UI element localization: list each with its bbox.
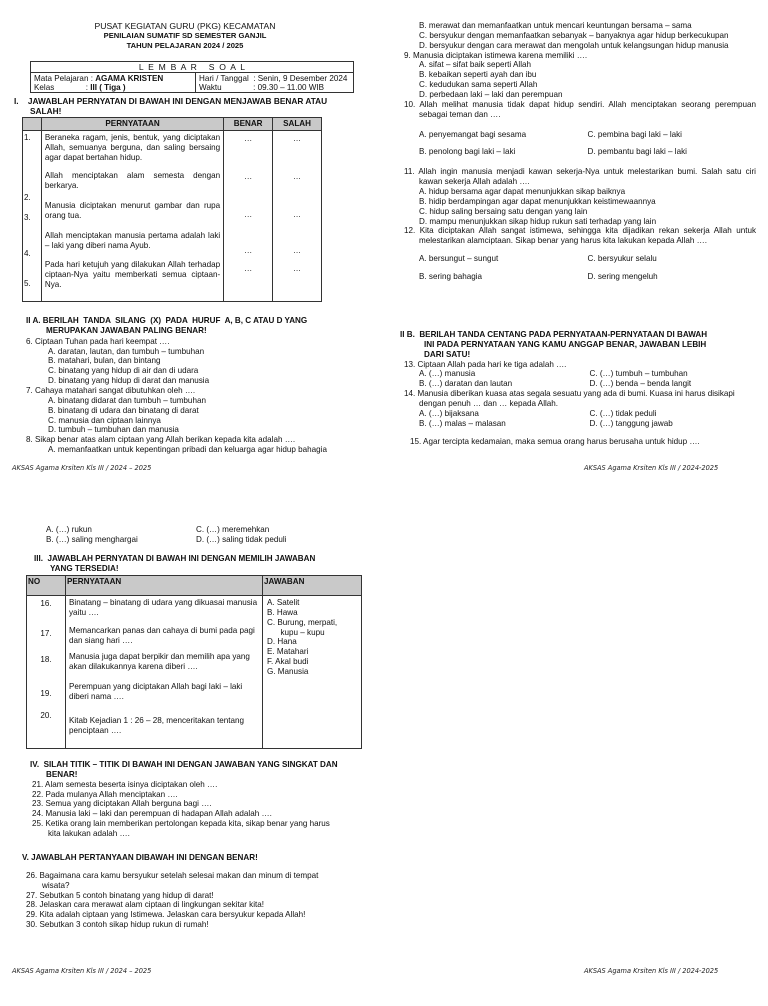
question-30: 30. Sebutkan 3 contoh sikap hidup rukun di rumah! xyxy=(26,920,209,930)
section2a-title-line2: MERUPAKAN JAWABAN PALING BENAR! xyxy=(46,325,207,335)
statement-text: Binatang – binatang di udara yang dikuasai manusia yaitu …. xyxy=(69,598,258,617)
footer-left-p1: AKSAS Agama Krsiten Kls III / 2024 – 2025 xyxy=(12,464,152,472)
answer-blank[interactable]: … xyxy=(244,133,253,143)
question-8: 8. Sikap benar atas alam ciptaan yang Allah berikan kepada kita adalah …. xyxy=(26,435,296,445)
question-9: 9. Manusia diciptakan istimewa karena memiliki …. xyxy=(404,50,588,60)
class-label: Kelas : xyxy=(34,83,88,92)
section3-title xyxy=(34,554,394,574)
class-value: III ( Tiga ) xyxy=(90,83,126,92)
table-body xyxy=(27,596,362,749)
option[interactable]: C. bersyukur selalu xyxy=(587,254,657,264)
question-24: 24. Manusia laki – laki dan perempuan di hadapan Allah adalah …. xyxy=(32,809,272,819)
answer-choice: kupu – kupu xyxy=(267,627,325,637)
answer-header: JAWABAN xyxy=(263,576,362,596)
section5-title: V. JAWABLAH PERTANYAAN DIBAWAH INI DENGAN BENAR! xyxy=(22,853,258,862)
right-column xyxy=(404,21,756,282)
option[interactable]: A. hidup bersama agar dapat menunjukkan sikap baiknya xyxy=(419,187,626,197)
question-29: 29. Kita adalah ciptaan yang Istimewa. Jelaskan cara bersyukur kepada Allah! xyxy=(26,910,306,920)
section2a-left xyxy=(26,316,366,455)
answer-blank[interactable]: … xyxy=(292,245,302,255)
row-number: 16. xyxy=(40,599,52,608)
row-number: 1. xyxy=(24,132,31,142)
section3-title-line2: YANG TERSEDIA! xyxy=(50,563,119,573)
section4 xyxy=(30,760,380,839)
question-7: 7. Cahaya matahari sangat dibutuhkan oleh …. xyxy=(26,386,196,396)
answer-blank[interactable]: … xyxy=(292,171,302,181)
question-15: 15. Agar tercipta kedamaian, maka semua orang harus berusaha untuk hidup …. xyxy=(410,436,700,446)
footer-right-p2: AKSAS Agama Krsiten Kls III / 2024-2025 xyxy=(584,967,719,975)
option[interactable]: C. hidup saling bersaing satu dengan yang lain xyxy=(419,206,588,216)
subject-label: Mata Pelajaran : xyxy=(34,74,93,83)
row-number: 19. xyxy=(40,689,52,698)
option[interactable]: B. kebaikan seperti ayah dan ibu xyxy=(419,70,537,80)
question-6: 6. Ciptaan Tuhan pada hari keempat …. xyxy=(26,336,170,346)
matching-table xyxy=(26,575,362,749)
identity-divider xyxy=(195,73,196,92)
question-25-cont: kita lakukan adalah …. xyxy=(48,829,130,839)
answer-blank[interactable]: … xyxy=(244,245,253,255)
option[interactable]: D. perbedaan laki – laki dan perempuan xyxy=(419,90,563,100)
numbers-cell xyxy=(27,596,66,749)
section2a-title-line1: II A. BERILAH TANDA SILANG (X) PADA HURUF A, B, C ATAU D YANG xyxy=(26,316,308,325)
date-row: Hari / Tanggal : Senin, 9 Desember 2024 xyxy=(199,74,348,83)
statement-text: Allah menciptakan manusia pertama adalah laki – laki yang diberi nama Ayub. xyxy=(44,230,221,250)
true-cell[interactable] xyxy=(224,130,273,301)
section2b xyxy=(400,330,760,446)
option[interactable]: B. penolong bagi laki – laki xyxy=(419,147,516,157)
answer-choice: F. Akal budi xyxy=(267,657,309,667)
section5 xyxy=(22,853,372,930)
checkbox-option[interactable]: D. (…) saling tidak peduli xyxy=(196,534,287,544)
checkbox-option[interactable]: A. (…) manusia xyxy=(419,369,476,379)
no-header: NO xyxy=(27,576,66,596)
time-row: Waktu : 09.30 – 11.00 WIB xyxy=(199,83,325,92)
statement-text: Pada hari ketujuh yang dilakukan Allah terhadap ciptaan-Nya yaitu memberkati semua ciptaan-Nya. xyxy=(44,259,221,289)
answer-blank[interactable]: … xyxy=(292,133,302,143)
option[interactable]: A. daratan, lautan, dan tumbuh – tumbuhan xyxy=(48,346,205,356)
answer-choice: B. Hawa xyxy=(267,607,298,617)
statement-header: PERNYATAAN xyxy=(41,118,223,131)
row-number: 17. xyxy=(40,629,52,638)
option[interactable]: B. binatang di udara dan binatang di darat xyxy=(48,405,199,415)
option[interactable]: D. tumbuh – tumbuhan dan manusia xyxy=(48,425,179,435)
question-25: 25. Ketika orang lain memberikan pertolongan kepada kita, sikap benar yang harus xyxy=(32,819,330,829)
checkbox-option[interactable]: C. (…) tumbuh – tumbuhan xyxy=(589,369,688,379)
option[interactable]: A. sifat – sifat baik seperti Allah xyxy=(419,60,532,70)
footer-left-p2: AKSAS Agama Krsiten Kls III / 2024 – 2025 xyxy=(12,967,152,975)
option[interactable]: A. bersungut – sungut xyxy=(419,254,499,264)
section4-title-line2: BENAR! xyxy=(46,769,78,779)
checkbox-option[interactable]: B. (…) saling menghargai xyxy=(46,534,138,544)
checkbox-option[interactable]: D. (…) tanggung jawab xyxy=(589,418,673,428)
option[interactable]: D. pembantu bagi laki – laki xyxy=(587,147,687,157)
statement-text: Perempuan yang diciptakan Allah bagi laki – laki diberi nama …. xyxy=(69,682,243,701)
answers-cell xyxy=(263,596,362,749)
section2b-title-line3: DARI SATU! xyxy=(424,349,471,359)
section2b-title-line2: INI PADA PERNYATAAN YANG KAMU ANGGAP BENAR, JAWABAN LEBIH xyxy=(424,339,707,349)
header-line2: PENILAIAN SUMATIF SD SEMESTER GANJIL xyxy=(103,31,267,41)
option[interactable]: B. merawat dan memanfaatkan untuk mencari keuntungan bersama – sama xyxy=(419,21,692,30)
answer-choice: G. Manusia xyxy=(267,667,309,677)
section3-title-line1: III. JAWABLAH PERNYATAN DI BAWAH INI DENGAN MEMILIH JAWABAN xyxy=(34,554,316,563)
header-line3: TAHUN PELAJARAN 2024 / 2025 xyxy=(126,40,244,50)
statement-text: Allah menciptakan alam semesta dengan berkarya. xyxy=(44,170,221,190)
statements-cell xyxy=(66,596,263,749)
option[interactable]: B. matahari, bulan, dan bintang xyxy=(48,356,161,366)
question-12: 12. Kita diciptakan Allah sangat istimewa, sehingga kita dijadikan rekan sekerja Allah untuk melestarikan alamciptaan. Sikap benar yang harus kita lakukan kepada Allah …. xyxy=(404,226,756,246)
checkbox-option[interactable]: B. (…) daratan dan lautan xyxy=(419,379,513,389)
class-row xyxy=(34,83,126,93)
answer-choice: A. Satelit xyxy=(267,598,300,607)
row-number: 2. xyxy=(24,192,31,202)
exam-header xyxy=(20,21,350,50)
statement-header: PERNYATAAN xyxy=(66,576,263,596)
answer-blank[interactable]: … xyxy=(244,263,253,273)
question-14: 14. Manusia diberikan kuasa atas segala sesuatu yang ada di bumi. Kuasa ini harus disikapi dengan penuh … dan … kepada Allah. xyxy=(404,389,735,409)
statement-text: Manusia juga dapat berpikir dan memilih apa yang akan dilakukannya karena diberi …. xyxy=(69,652,250,671)
option[interactable]: D. bersyukur dengan cara merawat dan mengolah untuk kelangsungan hidup manusia xyxy=(419,40,729,50)
question-26-cont: wisata? xyxy=(42,880,70,890)
checkbox-option[interactable]: C. (…) meremehkan xyxy=(196,525,270,534)
checkbox-option[interactable]: D. (…) benda – benda langit xyxy=(589,379,692,389)
question-22: 22. Pada mulanya Allah menciptakan …. xyxy=(32,789,178,799)
true-header: BENAR xyxy=(224,118,273,131)
option[interactable]: D. sering mengeluh xyxy=(587,272,658,282)
option[interactable]: A. penyemangat bagi sesama xyxy=(419,129,527,139)
option[interactable]: C. manusia dan ciptaan lainnya xyxy=(48,415,161,425)
subject-value: AGAMA KRISTEN xyxy=(95,74,164,83)
numbers-cell xyxy=(23,130,42,301)
false-cell[interactable] xyxy=(273,130,322,301)
option[interactable]: B. hidip berdampingan agar dapat menunjukkan keistimewaannya xyxy=(419,196,656,206)
q15-options xyxy=(46,525,346,545)
footer-right-p1: AKSAS Agama Krsiten Kls III / 2024-2025 xyxy=(584,464,719,472)
section4-title-line1: IV. SILAH TITIK – TITIK DI BAWAH INI DENGAN JAWABAN YANG SINGKAT DAN xyxy=(30,760,338,769)
option[interactable]: C. kedudukan sama seperti Allah xyxy=(419,80,538,90)
answer-blank[interactable]: … xyxy=(244,209,253,219)
question-27: 27. Sebutkan 5 contoh binatang yang hidup di darat! xyxy=(26,890,214,900)
section1-title-line1: I. JAWABLAH PERNYATAN DI BAWAH INI DENGAN MENJAWAB BENAR ATAU xyxy=(14,96,328,106)
checkbox-option[interactable]: C. (…) tidak peduli xyxy=(589,408,657,418)
statement-text: Manusia diciptakan menurut gambar dan rupa orang tua. xyxy=(44,200,221,220)
true-false-table xyxy=(22,117,322,302)
answer-blank[interactable]: … xyxy=(292,263,302,273)
question-28: 28. Jelaskan cara merawat alam ciptaan di lingkungan sekitar kita! xyxy=(26,900,264,910)
checkbox-option[interactable]: A. (…) rukun xyxy=(46,525,92,534)
statements-cell xyxy=(41,130,223,301)
option[interactable]: C. pembina bagi laki – laki xyxy=(587,129,682,139)
false-header: SALAH xyxy=(273,118,322,131)
checkbox-option[interactable]: B. (…) malas – malasan xyxy=(419,418,506,428)
sheet-title: L E M B A R S O A L xyxy=(30,61,354,73)
question-21: 21. Alam semesta beserta isinya diciptakan oleh …. xyxy=(32,779,218,789)
section1-title-line2: SALAH! xyxy=(30,106,62,117)
answer-choice: E. Matahari xyxy=(267,647,309,657)
answer-choice: C. Burung, merpati, xyxy=(267,617,338,627)
no-header xyxy=(23,118,42,131)
header-line1: PUSAT KEGIATAN GURU (PKG) KECAMATAN xyxy=(94,21,276,31)
row-number: 4. xyxy=(24,248,31,258)
question-13: 13. Ciptaan Allah pada hari ke tiga adalah …. xyxy=(404,359,567,369)
row-number: 18. xyxy=(40,655,52,664)
option[interactable]: D. mampu menunjukkan sikap hidup rukun sati terhadap yang lain xyxy=(419,216,657,226)
question-10: 10. Allah melihat manusia tidak dapat hidup sendiri. Allah menciptakan seorang perempuan sebagai teman dan …. xyxy=(404,99,756,119)
answer-blank[interactable]: … xyxy=(292,209,302,219)
identity-box xyxy=(30,72,354,93)
answer-blank[interactable]: … xyxy=(244,171,253,181)
option[interactable]: B. sering bahagia xyxy=(419,272,482,282)
option[interactable]: A. binatang didarat dan tumbuh – tumbuhan xyxy=(48,395,206,405)
statement-text: Beraneka ragam, jenis, bentuk, yang diciptakan Allah, semuanya berguna, dan saling bersaing agar dapat bertahan hidup. xyxy=(44,132,221,162)
checkbox-option[interactable]: A. (…) bijaksana xyxy=(419,408,479,418)
option[interactable]: C. bersyukur dengan memanfaatkan sebanyak – banyaknya agar hidup berkecukupan xyxy=(419,30,729,40)
option[interactable]: C. binatang yang hidup di air dan di udara xyxy=(48,366,199,376)
table-header-row xyxy=(27,576,362,596)
section1-title xyxy=(14,96,370,116)
answer-choice: D. Hana xyxy=(267,637,297,647)
statement-text: Memancarkan panas dan cahaya di bumi pada pagi dan siang hari …. xyxy=(69,626,255,645)
question-26: 26. Bagaimana cara kamu bersyukur setelah selesai makan dan minum di tempat xyxy=(26,870,319,880)
row-number: 5. xyxy=(24,278,31,288)
question-23: 23. Semua yang diciptakan Allah berguna bagi …. xyxy=(32,799,212,809)
row-number: 3. xyxy=(24,212,31,222)
table-header-row xyxy=(23,118,322,131)
table-body xyxy=(23,130,322,301)
option[interactable]: A. memanfaatkan untuk kepentingan pribadi dan keluarga agar hidup bahagia xyxy=(48,445,327,455)
option[interactable]: D. binatang yang hidup di darat dan manusia xyxy=(48,376,210,386)
section2b-title-line1: II B. BERILAH TANDA CENTANG PADA PERNYATAAN-PERNYATAAN DI BAWAH xyxy=(400,330,708,339)
row-number: 20. xyxy=(40,711,52,720)
statement-text: Kitab Kejadian 1 : 26 – 28, menceritakan tentang penciptaan …. xyxy=(69,716,245,735)
question-11: 11. Allah ingin manusia menjadi kawan sekerja-Nya untuk melestarikan bumi. Salah satu ciri kawan sekerja Allah adalah …. xyxy=(404,167,756,187)
